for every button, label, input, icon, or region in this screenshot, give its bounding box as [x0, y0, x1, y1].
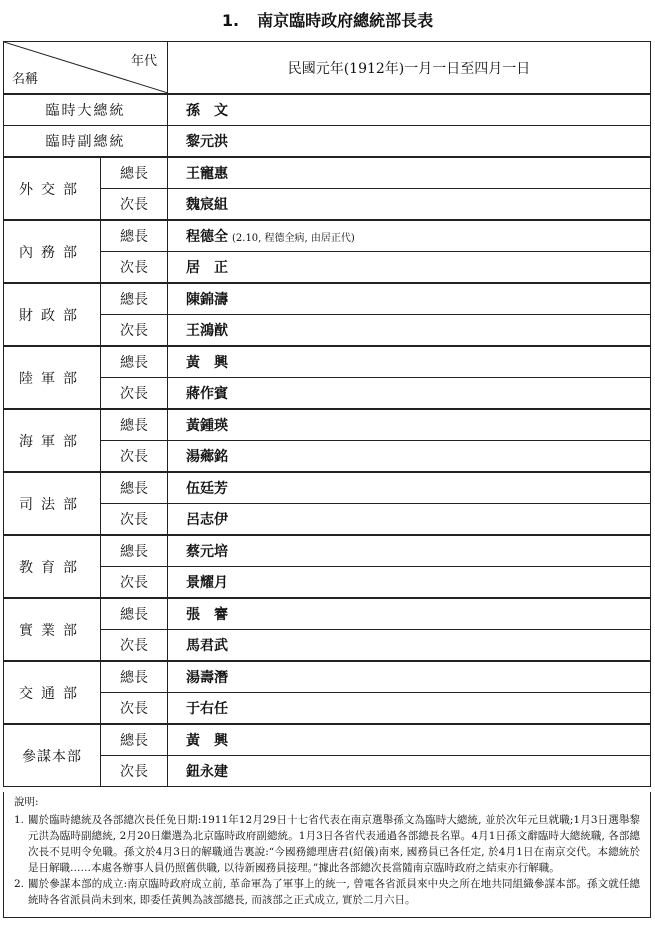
vice-name: 居 正	[168, 252, 651, 284]
dept-name: 司法部	[4, 472, 101, 535]
header-year-label: 年代	[130, 54, 157, 69]
role-minister: 總長	[101, 157, 168, 189]
officials-table	[3, 41, 651, 787]
role-minister: 總長	[101, 472, 168, 504]
dept-name: 海軍部	[4, 409, 101, 472]
page-title	[0, 8, 655, 31]
role-minister: 總長	[101, 724, 168, 756]
minister-name: 黃 興	[168, 346, 651, 378]
vice-name: 于右任	[168, 693, 651, 725]
vice-president-label: 臨時副總統	[4, 126, 168, 158]
role-minister: 總長	[101, 283, 168, 315]
vice-name: 魏宸組	[168, 189, 651, 221]
minister-name-text: 程德全	[186, 229, 228, 245]
vice-name: 鈕永建	[168, 756, 651, 787]
president-label: 臨時大總統	[4, 94, 168, 126]
dept-name: 財政部	[4, 283, 101, 346]
vice-president-name: 黎元洪	[168, 126, 651, 158]
minister-name: 黃鍾瑛	[168, 409, 651, 441]
note-text: 關於臨時總統及各部總次長任免日期:1911年12月29日十七省代表在南京選舉孫文為臨時大總統, 並於次年元旦就職;1月3日選舉黎元洪為臨時副總統, 2月20日繼選為北京臨時政府副總統。1月3日各省代表通過各部總長名單。4月1日孫文辭臨時大總統職, 各部總次長不見明令免職。孫文於4月3日的解職通告裏說:“今國務總理唐君(紹儀)南來, 國務員已各任定, 於4月1日在南京交代。本總統於是日解職……本處各辦事人員仍照舊供職, 以待新國務員接理。”據此各部總次長當隨南京臨時政府之結束亦行解職。	[28, 814, 640, 874]
role-vice: 次長	[101, 756, 168, 787]
title-number: 1.	[221, 11, 240, 30]
dept-name: 實業部	[4, 598, 101, 661]
title-text: 南京臨時政府總統部長表	[257, 11, 434, 30]
role-minister: 總長	[101, 409, 168, 441]
dept-name: 外交部	[4, 157, 101, 220]
dept-name: 交通部	[4, 661, 101, 724]
note-text: 關於參謀本部的成立:南京臨時政府成立前, 革命軍為了軍事上的統一, 曾電各省派員來中央之所在地共同組織參謀本部。孫文就任總統時各省派員尚未到來, 即委任黃興為該部總長, 而該部之正式成立, 實於二月六日。	[28, 878, 640, 906]
minister-name: 黃 興	[168, 724, 651, 756]
minister-name: 張 謇	[168, 598, 651, 630]
role-vice: 次長	[101, 252, 168, 284]
role-minister: 總長	[101, 598, 168, 630]
header-name-label: 名稱	[12, 72, 39, 87]
note-item	[14, 812, 640, 876]
role-minister: 總長	[101, 535, 168, 567]
minister-name: 陳錦濤	[168, 283, 651, 315]
vice-name: 蔣作賓	[168, 378, 651, 410]
note-number: 1.	[14, 814, 25, 826]
minister-name: 蔡元培	[168, 535, 651, 567]
note-item	[14, 876, 640, 908]
minister-name: 王寵惠	[168, 157, 651, 189]
notes-section	[3, 792, 651, 918]
dept-name: 教育部	[4, 535, 101, 598]
dept-name: 陸軍部	[4, 346, 101, 409]
role-minister: 總長	[101, 661, 168, 693]
header-diagonal-cell	[4, 42, 168, 95]
role-vice: 次長	[101, 189, 168, 221]
vice-name: 呂志伊	[168, 504, 651, 536]
dept-name: 內務部	[4, 220, 101, 283]
role-vice: 次長	[101, 441, 168, 473]
header-period: 民國元年(1912年)一月一日至四月一日	[168, 42, 651, 95]
role-minister: 總長	[101, 346, 168, 378]
role-minister: 總長	[101, 220, 168, 252]
minister-name: 湯壽潛	[168, 661, 651, 693]
vice-name: 景耀月	[168, 567, 651, 599]
dept-name: 參謀本部	[4, 724, 101, 787]
role-vice: 次長	[101, 693, 168, 725]
role-vice: 次長	[101, 378, 168, 410]
role-vice: 次長	[101, 504, 168, 536]
president-name: 孫 文	[168, 94, 651, 126]
role-vice: 次長	[101, 630, 168, 662]
minister-name: 伍廷芳	[168, 472, 651, 504]
notes-label: 說明:	[14, 796, 39, 808]
vice-name: 湯薌銘	[168, 441, 651, 473]
minister-note: (2.10, 程德全病, 由居正代)	[232, 233, 355, 244]
note-number: 2.	[14, 878, 25, 890]
vice-name: 王鴻猷	[168, 315, 651, 347]
role-vice: 次長	[101, 567, 168, 599]
role-vice: 次長	[101, 315, 168, 347]
minister-name	[168, 220, 651, 252]
vice-name: 馬君武	[168, 630, 651, 662]
